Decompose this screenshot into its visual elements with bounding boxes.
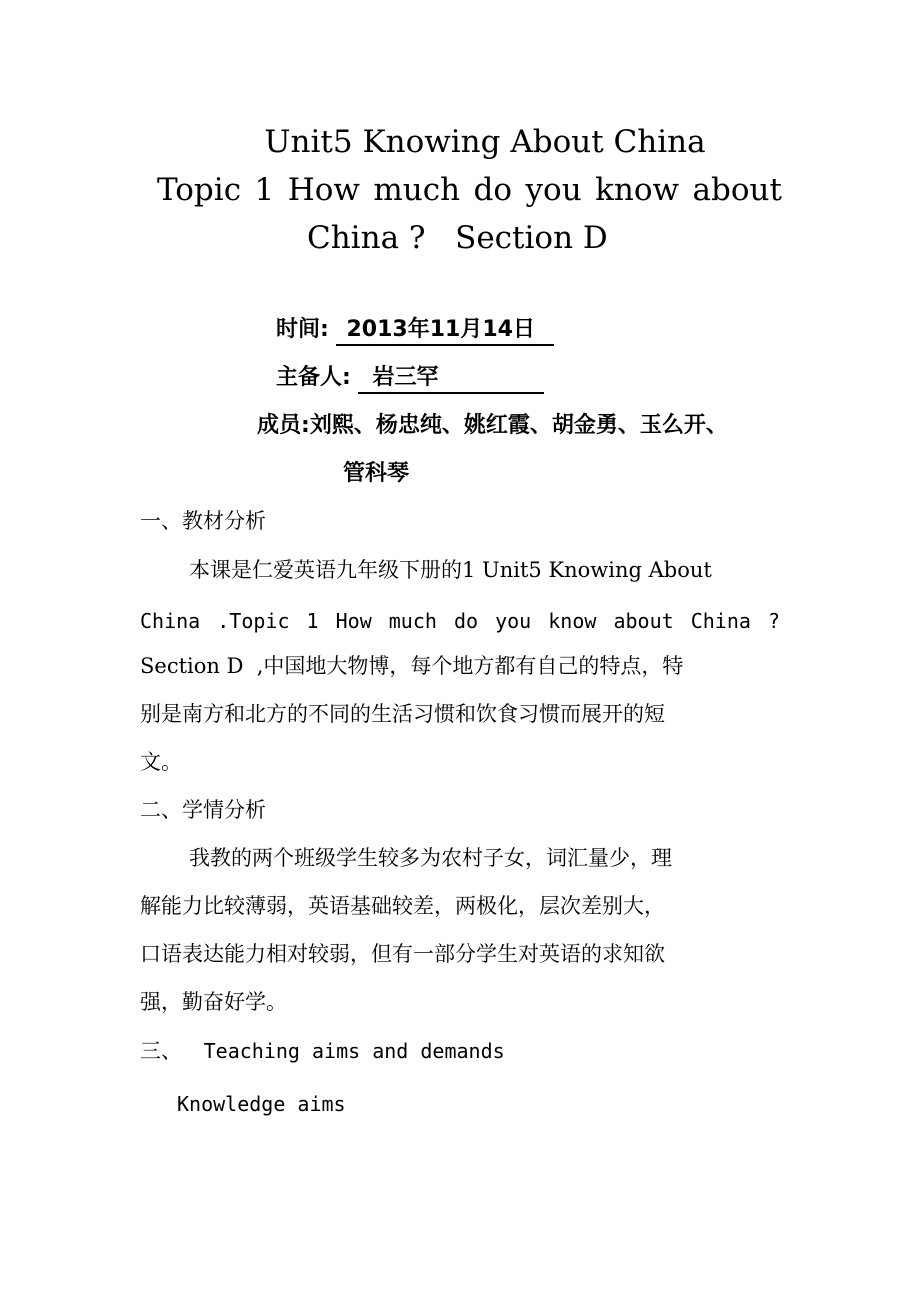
preparer-label: 主备人: — [276, 365, 351, 390]
paragraph-line: 文。 — [140, 750, 182, 774]
title-word: How — [287, 172, 360, 208]
document-title-line-3: China ? Section D — [307, 220, 608, 256]
title-word: Topic — [157, 172, 242, 208]
paragraph-line: 强，勤奋好学。 — [140, 990, 287, 1014]
word: ? — [767, 609, 780, 633]
members-label: 成员: — [257, 413, 310, 438]
paragraph-line: 解能力比较薄弱，英语基础较差，两极化，层次差别大， — [140, 894, 665, 918]
title-word: know — [595, 172, 680, 208]
members-list-line-2: 管科琴 — [343, 461, 410, 486]
word: know — [548, 609, 597, 633]
section-number: 三、 — [140, 1039, 182, 1063]
time-label: 时间: — [276, 317, 329, 342]
preparer-value: 岩三罕 — [358, 364, 544, 394]
paragraph-line — [140, 607, 780, 635]
word: do — [453, 609, 479, 633]
members-list-line-1: 刘熙、杨忠纯、姚红霞、胡金勇、玉么开、 — [309, 413, 728, 438]
section-heading-student-analysis: 二、学情分析 — [140, 798, 266, 822]
time-value: 2013年11月14日 — [336, 316, 554, 346]
word: 1 — [306, 609, 319, 633]
subheading-knowledge-aims: Knowledge aims — [177, 1092, 346, 1116]
word: How — [335, 609, 372, 633]
paragraph-line: 口语表达能力相对较弱，但有一部分学生对英语的求知欲 — [140, 942, 665, 966]
title-word: about — [692, 172, 782, 208]
title-word: do — [473, 172, 513, 208]
word: about — [613, 609, 674, 633]
section-heading-teaching-aims — [140, 1037, 505, 1065]
members-row — [257, 411, 728, 441]
paragraph-line: Section D ,中国地大物博，每个地方都有自己的特点，特 — [140, 654, 684, 678]
paragraph-line: 我教的两个班级学生较多为农村子女，词汇量少，理 — [189, 846, 672, 870]
section-title: Teaching aims and demands — [203, 1039, 505, 1063]
title-word: much — [373, 172, 461, 208]
title-word: you — [525, 172, 582, 208]
preparer-row — [276, 363, 544, 394]
document-title-line-1: Unit5 Knowing About China — [264, 124, 706, 160]
word: much — [388, 609, 437, 633]
word: you — [495, 609, 532, 633]
time-row — [276, 315, 554, 346]
document-title-line-2 — [157, 170, 782, 210]
word: China — [140, 609, 201, 633]
paragraph-line: 别是南方和北方的不同的生活习惯和饮食习惯而展开的短 — [140, 702, 665, 726]
section-heading-textbook-analysis: 一、教材分析 — [140, 509, 266, 533]
word: China — [690, 609, 751, 633]
title-word: 1 — [254, 172, 275, 208]
paragraph-line: 本课是仁爱英语九年级下册的1 Unit5 Knowing About — [189, 558, 712, 582]
word: .Topic — [217, 609, 290, 633]
